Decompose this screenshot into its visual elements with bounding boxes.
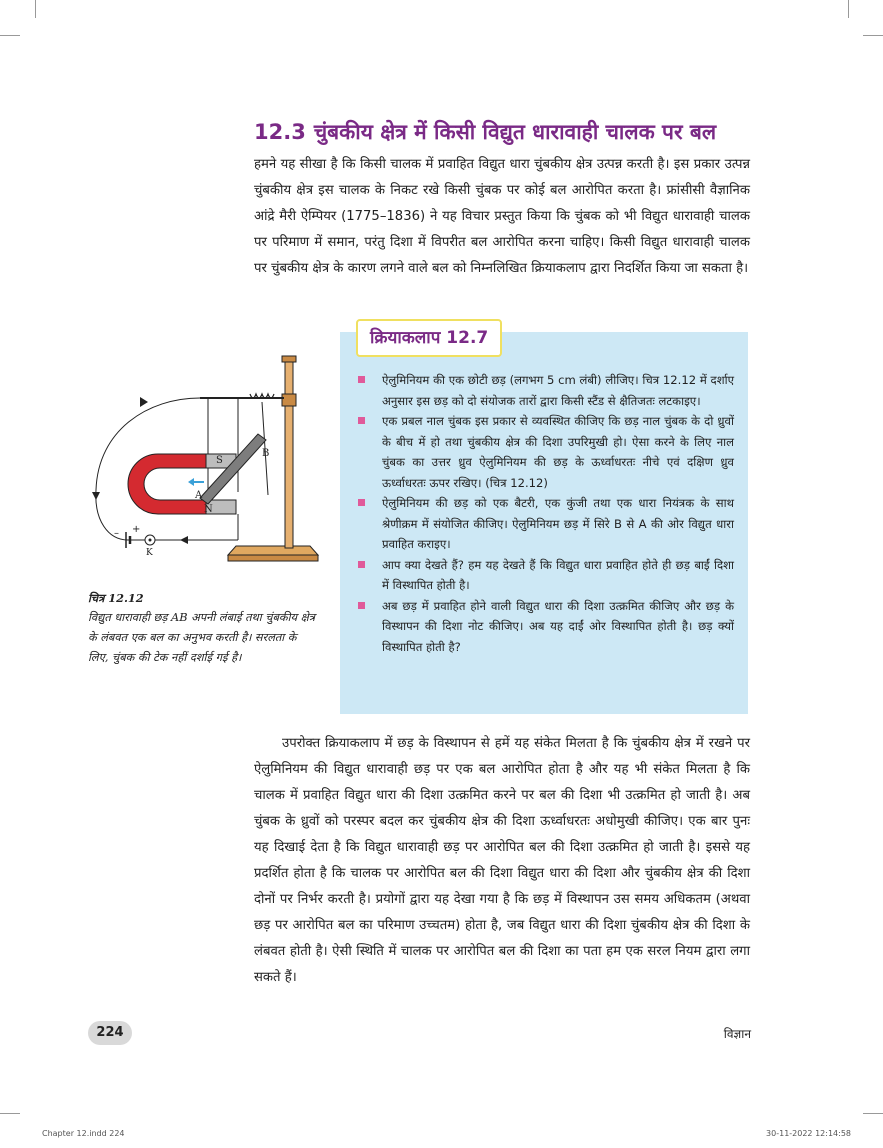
activity-list xyxy=(356,370,734,657)
crop-mark-top-left xyxy=(0,35,20,36)
stand-clamp xyxy=(282,394,296,406)
activity-title: क्रियाकलाप 12.7 xyxy=(356,319,502,357)
label-b: B xyxy=(262,448,270,459)
page-number: 224 xyxy=(88,1021,132,1045)
activity-item-text: ऐलुमिनियम की छड़ को एक बैटरी, एक कुंजी तथा एक धारा नियंत्रक के साथ श्रेणीक्रम में संयोजित कीजिए। ऐलुमिनियम छड़ में सिरे B से A की ओर विद्युत धारा प्रवाहित कराइए। xyxy=(382,496,734,551)
slug-date: 30-11-2022 12:14:58 xyxy=(766,1129,851,1138)
intro-paragraph: हमने यह सीखा है कि किसी चालक में प्रवाहित विद्युत धारा चुंबकीय क्षेत्र उत्पन्न करती है। इस प्रकार उत्पन्न चुंबकीय क्षेत्र इस चालक के निकट रखे किसी चुंबक पर कोई बल आरोपित करता है। फ्रांसीसी वैज्ञानिक आंद्रे मैरी ऐम्पियर (1775–1836) ने यह विचार प्रस्तुत किया कि चुंबक को भी विद्युत धारावाही चालक पर परिमाण में समान, परंतु दिशा में विपरीत बल आरोपित करना चाहिए। किसी विद्युत धारावाही चालक पर चुंबकीय क्षेत्र के कारण लगने वाले बल को निम्नलिखित क्रियाकलाप द्वारा निदर्शित किया जा सकता है। xyxy=(254,157,750,276)
aluminium-rod xyxy=(200,434,266,504)
activity-item xyxy=(356,555,734,596)
crop-mark-bottom-right xyxy=(863,1113,883,1114)
force-arrowhead xyxy=(188,478,194,486)
figure-caption-title: चित्र 12.12 xyxy=(88,591,144,605)
crop-mark-top-left-v xyxy=(35,0,36,18)
label-plus: + xyxy=(132,524,141,535)
label-a: A xyxy=(195,490,203,501)
stand-base-front xyxy=(228,555,318,561)
horseshoe-magnet xyxy=(128,454,206,514)
bullet-icon xyxy=(358,602,365,609)
figure-caption-text: विद्युत धारावाही छड़ AB अपनी लंबाई तथा चुंबकीय क्षेत्र के लंबवत एक बल का अनुभव करती है। सरलता के लिए, चुंबक की टेक नहीं दर्शाई गई है। xyxy=(88,611,315,664)
bottom-arrow xyxy=(180,536,188,544)
bullet-icon xyxy=(358,376,365,383)
label-k: K xyxy=(146,548,153,558)
section-heading xyxy=(254,118,774,146)
label-n: N xyxy=(204,504,213,515)
figure-12-12 xyxy=(88,350,328,578)
crop-mark-top-right xyxy=(863,35,883,36)
crop-mark-top-right-v xyxy=(848,0,849,18)
activity-item xyxy=(356,493,734,555)
loop-arrow-top xyxy=(140,397,148,407)
slug-file: Chapter 12.indd 224 xyxy=(42,1129,125,1138)
key-dot xyxy=(149,539,152,542)
stand-base xyxy=(228,546,318,555)
section-title: चुंबकीय क्षेत्र में किसी विद्युत धारावाही चालक पर बल xyxy=(313,120,717,144)
bullet-icon xyxy=(358,499,365,506)
stand-rod xyxy=(285,360,293,548)
activity-item-text: अब छड़ में प्रवाहित होने वाली विद्युत धारा की दिशा उत्क्रमित कीजिए और छड़ के विस्थापन की दिशा नोट कीजिए। अब यह दाईं ओर विस्थापित होती है। छड़ क्यों विस्थापित होती है? xyxy=(382,598,734,654)
figure-caption xyxy=(88,588,318,668)
activity-item-text: एक प्रबल नाल चुंबक इस प्रकार से व्यवस्थित कीजिए कि छड़ नाल चुंबक के दो ध्रुवों के बीच में हो तथा चुंबकीय क्षेत्र की दिशा उपरिमुखी हो। ऐसा करने के लिए नाल चुंबक का उत्तर ध्रुव ऐलुमिनियम की छड़ के ऊर्ध्वाधरतः नीचे एवं दक्षिण ध्रुव ऊर्ध्वाधरतः ऊपर रखिए। (चित्र 12.12) xyxy=(382,414,734,490)
label-minus: – xyxy=(114,528,119,539)
label-s: S xyxy=(216,455,223,466)
body-paragraph: उपरोक्त क्रियाकलाप में छड़ के विस्थापन से हमें यह संकेत मिलता है कि चुंबकीय क्षेत्र में रखने पर ऐलुमिनियम की विद्युत धारावाही छड़ पर एक बल आरोपित होता है और यह भी संकेत मिलता है कि चालक में प्रवाहित विद्युत धारा की दिशा उत्क्रमित करने पर बल की दिशा भी उत्क्रमित हो जाती है। अब चुंबक के ध्रुवों को परस्पर बदल कर चुंबकीय क्षेत्र की दिशा ऊर्ध्वाधरतः अधोमुखी कीजिए। एक बार पुनः यह दिखाई देता है कि विद्युत धारावाही छड़ पर आरोपित बल की दिशा उत्क्रमित हो जाती है। इससे यह प्रदर्शित होता है कि चालक पर आरोपित बल की दिशा विद्युत धारा की दिशा और चुंबकीय क्षेत्र की दिशा दोनों पर निर्भर करती है। प्रयोगों द्वारा यह देखा गया है कि छड़ में विस्थापन उस समय अधिकतम (अथवा छड़ पर आरोपित बल का परिमाण उच्चतम) होता है, जब विद्युत धारा की दिशा चुंबकीय क्षेत्र की दिशा के लंबवत होती है। ऐसी स्थिति में चालक पर आरोपित बल की दिशा का पता हम एक सरल नियम द्वारा लगा सकते हैं। xyxy=(254,736,750,985)
book-title: विज्ञान xyxy=(723,1027,751,1041)
activity-item xyxy=(356,370,734,411)
activity-item-text: ऐलुमिनियम की एक छोटी छड़ (लगभग 5 cm लंबी) लीजिए। चित्र 12.12 में दर्शाए अनुसार इस छड़ को दो संयोजक तारों द्वारा किसी स्टैंड से क्षैतिजतः लटकाइए। xyxy=(382,373,734,408)
loop-arrow-left xyxy=(92,492,100,500)
figure-diagram xyxy=(88,350,328,578)
bullet-icon xyxy=(358,561,365,568)
activity-item xyxy=(356,411,734,493)
activity-item-text: आप क्या देखते हैं? हम यह देखते हैं कि विद्युत धारा प्रवाहित होते ही छड़ बाईं दिशा में विस्थापित होती है। xyxy=(382,557,734,592)
crop-mark-bottom-left xyxy=(0,1113,20,1114)
section-number: 12.3 xyxy=(254,120,306,144)
activity-item xyxy=(356,596,734,658)
bullet-icon xyxy=(358,417,365,424)
stand-rod-cap xyxy=(282,356,296,362)
